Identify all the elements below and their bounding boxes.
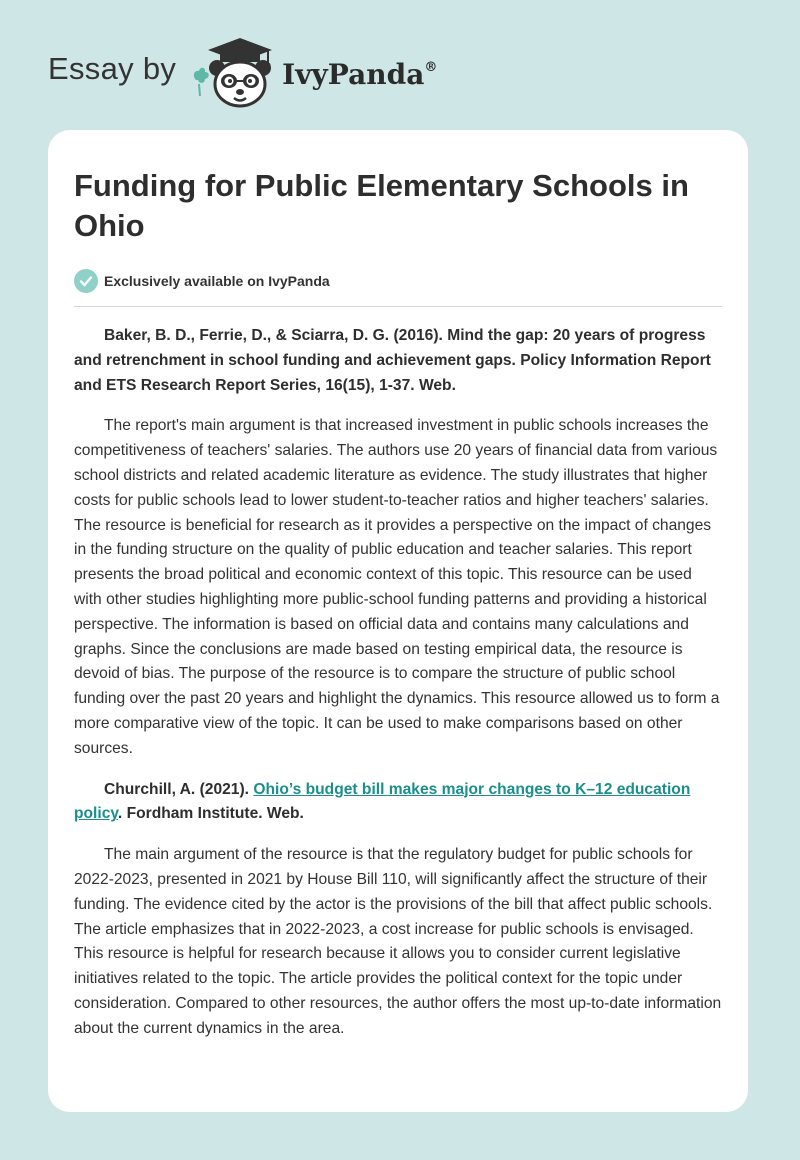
essay-by-label: Essay by xyxy=(48,51,177,86)
panda-logo-icon[interactable] xyxy=(190,36,274,108)
citation-link[interactable]: Ohio’s budget bill makes major changes to K–12 education policy xyxy=(74,780,691,823)
paragraph-baker-summary: The report's main argument is that increased investment in public schools increases the competitiveness of teachers' salaries. The authors use 20 years of financial data from various school districts and related academic literature as evidence. The study illustrates that higher costs for public schools lead to lower student-to-teacher ratios and higher teachers' salaries. The resource is beneficial for research as it provides a perspective on the impact of changes in the funding structure on the quality of public education and teacher salaries. This report presents the broad political and economic context of this topic. This resource can be used with other studies highlighting more public-school funding patterns and providing a historical perspective. The information is based on official data and contains many calculations and graphs. Since the conclusions are made based on testing empirical data, the resource is devoid of bias. The purpose of the resource is to compare the structure of public school funding over the past 20 years and highlight the dynamics. This resource allowed us to form a more comparative view of the topic. It can be used to make comparisons based on other sources. xyxy=(74,417,720,757)
checkmark-icon xyxy=(74,269,98,293)
exclusive-badge-label: Exclusively available on IvyPanda xyxy=(104,273,330,289)
essay-body xyxy=(74,307,722,1042)
citation-churchill: Churchill, A. (2021). Ohio’s budget bill makes major changes to K–12 education policy. Fordham Institute. Web. xyxy=(74,780,691,823)
exclusive-badge xyxy=(74,268,722,294)
citation-baker: Baker, B. D., Ferrie, D., & Sciarra, D. G. (2016). Mind the gap: 20 years of progress and retrenchment in school funding and achievement gaps. Policy Information Report and ETS Research Report Series, 16(15), 1-37. Web. xyxy=(74,327,711,394)
brand-name[interactable]: IvyPanda® xyxy=(282,57,438,91)
paragraph-churchill-summary: The main argument of the resource is that the regulatory budget for public schools for 2022-2023, presented in 2021 by House Bill 110, will significantly affect the structure of their funding. The evidence cited by the actor is the provisions of the bill that affect public schools. The article emphasizes that in 2022-2023, a cost increase for public schools is envisaged. This resource is helpful for research because it allows you to consider current legislative initiatives related to the topic. The article provides the political context for the topic under consideration. Compared to other resources, the author offers the most up-to-date information about the current dynamics in the area. xyxy=(74,846,722,1037)
site-header xyxy=(48,36,548,108)
essay-card xyxy=(48,130,748,1112)
page-title: Funding for Public Elementary Schools in Ohio xyxy=(74,168,689,243)
